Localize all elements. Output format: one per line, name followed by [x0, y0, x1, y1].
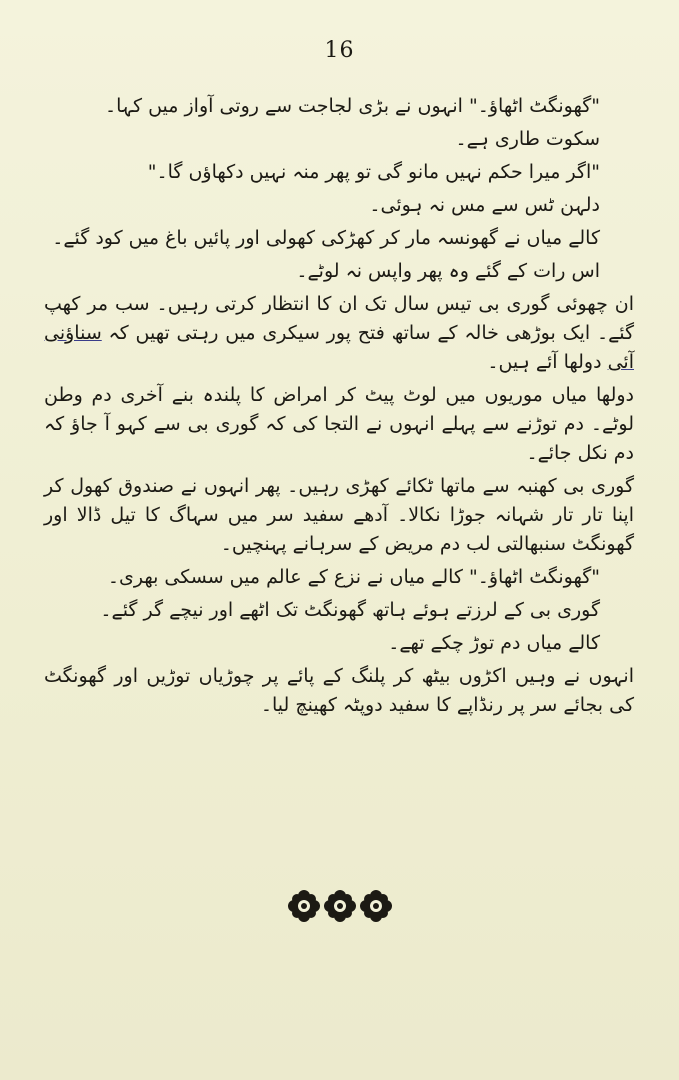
paragraph-13: انہوں نے وہیں اکڑوں بیٹھ کر پلنگ کے پائے پر چوڑیاں توڑیں اور گھونگٹ کی بجائے سر پر رنڈاپے کا سفید دوپٹہ کھینچ لیا۔ [44, 665, 634, 716]
flower-ornament-icon [324, 890, 356, 922]
paragraph-10: "گھونگٹ اٹھاؤ۔" کالے میاں نے نزع کے عالم میں سسکی بھری۔ [107, 566, 600, 588]
underlined-phrase: سناؤنی آئی [44, 322, 634, 373]
paragraph-7: ان چھوئی گوری بی تیس سال تک ان کا انتظار کرتی رہیں۔ سب مر کھپ گئے۔ ایک بوڑھی خالہ کے ساتھ فتح پور سیکری میں رہتی تھیں کہ سناؤنی آئی دولھا آئے ہیں۔ [44, 293, 634, 373]
page-number: 16 [324, 38, 355, 63]
paragraph-2: سکوت طاری ہے۔ [455, 128, 600, 150]
paragraph-8: دولھا میاں موریوں میں لوٹ پیٹ کر امراض کا پلندہ بنے آخری دم وطن لوٹے۔ دم توڑنے سے پہلے انہوں نے التجا کی کہ گوری بی سے کہو آ جاؤ کہ دم نکل جائے۔ [44, 384, 634, 464]
flower-ornament-icon [288, 890, 320, 922]
paragraph-11: گوری بی کے لرزتے ہوئے ہاتھ گھونگٹ تک اٹھے اور نیچے گر گئے۔ [100, 599, 600, 621]
paragraph-9: گوری بی کھنبہ سے ماتھا ٹکائے کھڑی رہیں۔ پھر انہوں نے صندوق کھول کر اپنا تار تار شہانہ جوڑا نکالا۔ آدھے سفید سر میں سہاگ کا تیل ڈالا اور گھونگٹ سنبھالتی لب دم مریض کے سرہانے پہنچیں۔ [44, 475, 634, 555]
paragraph-1: "گھونگٹ اٹھاؤ۔" انہوں نے بڑی لجاجت سے روتی آواز میں کہا۔ [104, 95, 600, 117]
paragraph-12: کالے میاں دم توڑ چکے تھے۔ [388, 632, 600, 654]
paragraph-3: "اگر میرا حکم نہیں مانو گی تو پھر منہ نہیں دکھاؤں گا۔" [147, 161, 600, 183]
paragraph-6: اس رات کے گئے وہ پھر واپس نہ لوٹے۔ [296, 260, 600, 282]
body-text [44, 92, 634, 724]
section-ornament [0, 890, 679, 922]
flower-ornament-icon [360, 890, 392, 922]
paragraph-5: کالے میاں نے گھونسہ مار کر کھڑکی کھولی اور پائیں باغ میں کود گئے۔ [52, 227, 600, 249]
paragraph-4: دلہن ٹس سے مس نہ ہوئی۔ [369, 194, 600, 216]
